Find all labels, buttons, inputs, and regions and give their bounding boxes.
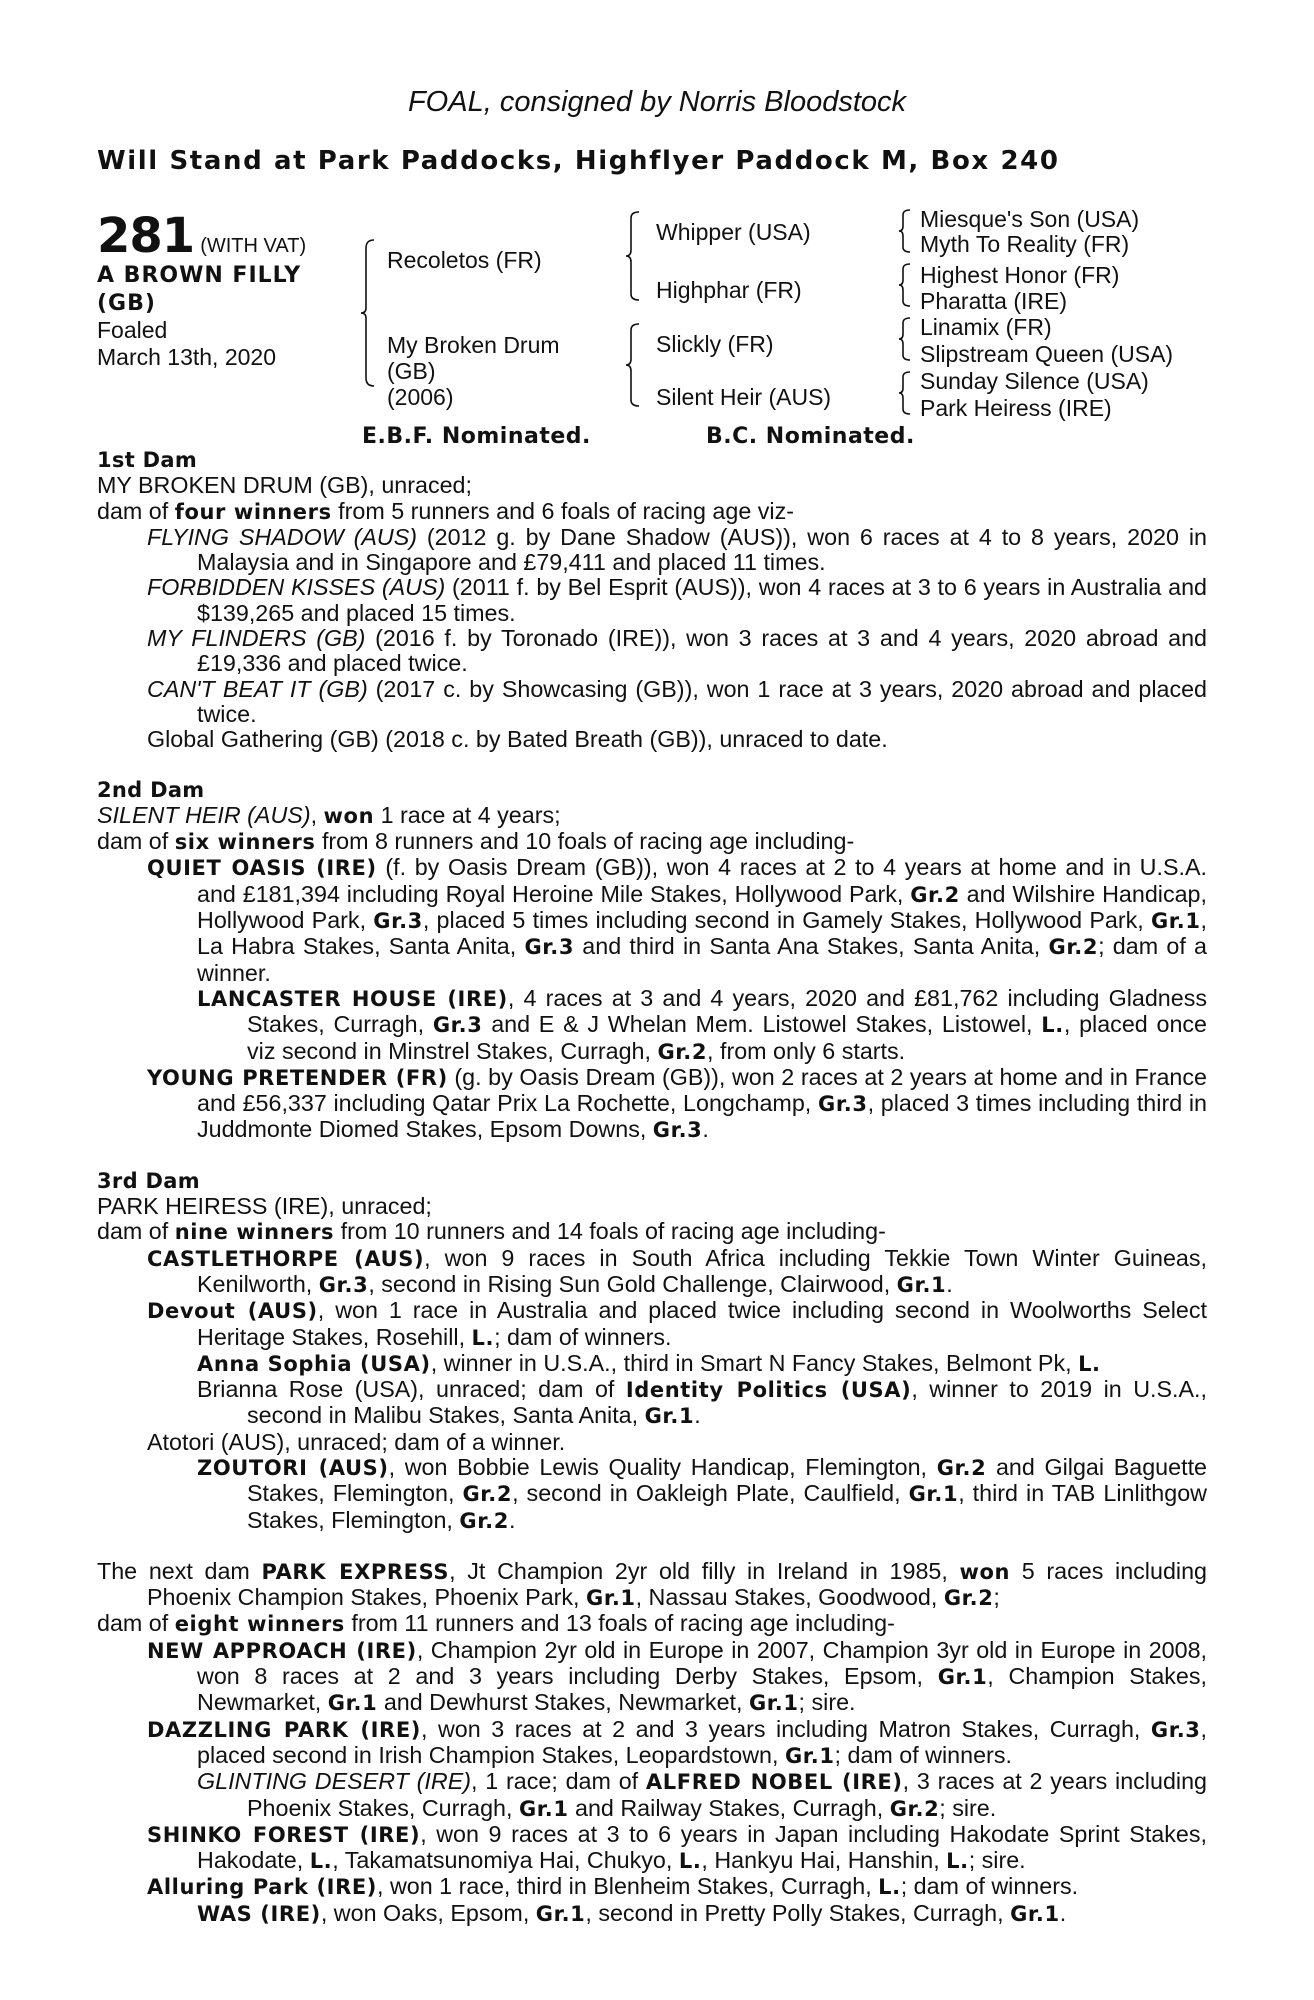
pedigree-brace-dd	[898, 370, 912, 416]
third-dam-heading: 3rd Dam	[97, 1168, 200, 1193]
next-dam-line: The next dam PARK EXPRESS, Jt Champion 2yr old filly in Ireland in 1985, won 5 races including Phoenix Champion Stakes, Phoenix Park, Gr.1, Nassau Stakes, Goodwood, Gr.2;	[97, 1557, 1207, 1611]
bc-nominated: B.C. Nominated.	[706, 424, 915, 449]
sex-line-country: (GB)	[97, 291, 156, 316]
dam-name: My Broken Drum	[387, 332, 560, 358]
produce-entry: Global Gathering (GB) (2018 c. by Bated Breath (GB)), unraced to date.	[147, 726, 888, 753]
pedigree-gen3-4: Pharatta (IRE)	[920, 288, 1067, 314]
pedigree-gen3-1: Miesque's Son (USA)	[920, 206, 1140, 232]
produce-entry: Atotori (AUS), unraced; dam of a winner.	[147, 1428, 566, 1455]
pedigree-brace-ds	[898, 316, 912, 362]
foaled-date: March 13th, 2020	[97, 344, 277, 370]
second-dam-produce-summary: dam of six winners from 8 runners and 10 foals of racing age including-	[97, 828, 855, 855]
first-dam-heading: 1st Dam	[97, 448, 198, 472]
pedigree-brace-dam	[625, 322, 641, 408]
consignor-line: FOAL, consigned by Norris Bloodstock	[407, 86, 907, 118]
pedigree-gen3-8: Park Heiress (IRE)	[920, 395, 1112, 421]
produce-entry: WAS (IRE), won Oaks, Epsom, Gr.1, second in Pretty Polly Stakes, Curragh, Gr.1.	[197, 1899, 1067, 1926]
family-details	[97, 448, 1207, 1927]
pedigree-brace-gen1	[360, 238, 376, 388]
pedigree-sire: Recoletos (FR)	[387, 247, 542, 273]
horse-description	[97, 262, 301, 318]
produce-entry: MY FLINDERS (GB) (2016 f. by Toronado (IRE)), won 3 races at 3 and 4 years, 2020 abroad and £19,336 and placed twice.	[147, 625, 1208, 677]
second-dam-heading: 2nd Dam	[97, 777, 205, 802]
pedigree-sire-sire: Whipper (USA)	[656, 219, 811, 245]
produce-entry: GLINTING DESERT (IRE), 1 race; dam of ALFRED NOBEL (IRE), 3 races at 2 years including Phoenix Stakes, Curragh, Gr.1 and Railway Stakes, Curragh, Gr.2; sire.	[197, 1768, 1207, 1821]
foaled-label: Foaled	[97, 317, 168, 343]
lot-header	[97, 208, 306, 264]
pedigree-dam-sire: Slickly (FR)	[656, 331, 774, 357]
produce-entry: ZOUTORI (AUS), won Bobbie Lewis Quality Handicap, Flemington, Gr.2 and Gilgai Baguette Stakes, Flemington, Gr.2, second in Oakleigh Plate, Caulfield, Gr.1, third in TAB Linlithgow Stakes, Flemington, Gr.2.	[197, 1453, 1207, 1533]
pedigree-brace-sire	[625, 210, 641, 302]
pedigree-dam	[387, 332, 560, 410]
dam-year: (2006)	[387, 384, 454, 410]
dam-country: (GB)	[387, 358, 436, 384]
produce-entry: FLYING SHADOW (AUS) (2012 g. by Dane Shadow (AUS)), won 6 races at 4 to 8 years, 2020 in Malaysia and in Singapore and £79,411 and placed 11 times.	[147, 523, 1207, 576]
lot-number: 281	[97, 208, 195, 264]
produce-entry: LANCASTER HOUSE (IRE), 4 races at 3 and 4 years, 2020 and £81,762 including Gladness Stakes, Curragh, Gr.3 and E & J Whelan Mem. Listowel Stakes, Listowel, L., placed once viz second in Minstrel Stakes, Curragh, Gr.2, from only 6 starts.	[197, 984, 1208, 1064]
produce-entry: SHINKO FOREST (IRE), won 9 races at 3 to 6 years in Japan including Hakodate Sprint Stakes, Hakodate, L., Takamatsunomiya Hai, Chukyo, L., Hankyu Hai, Hanshin, L.; sire.	[147, 1820, 1207, 1874]
produce-entry: YOUNG PRETENDER (FR) (g. by Oasis Dream (GB)), won 2 races at 2 years at home and in France and £56,337 including Qatar Prix La Rochette, Longchamp, Gr.3, placed 3 times including third in Juddmonte Diomed Stakes, Epsom Downs, Gr.3.	[147, 1063, 1207, 1143]
first-dam-produce-summary: dam of four winners from 5 runners and 6 foals of racing age viz-	[97, 497, 794, 524]
produce-entry: Devout (AUS), won 1 race in Australia and placed twice including second in Woolworths Select Heritage Stakes, Rosehill, L.; dam of winners.	[147, 1297, 1208, 1350]
produce-entry: Anna Sophia (USA), winner in U.S.A., third in Smart N Fancy Stakes, Belmont Pk, L.	[197, 1349, 1101, 1376]
pedigree-brace-ss	[898, 208, 912, 254]
produce-entry: FORBIDDEN KISSES (AUS) (2011 f. by Bel Esprit (AUS)), won 4 races at 3 to 6 years in Australia and $139,265 and placed 15 times.	[147, 574, 1207, 626]
pedigree-sire-dam: Highphar (FR)	[656, 277, 802, 303]
stabling-line: Will Stand at Park Paddocks, Highflyer Paddock M, Box 240	[97, 146, 1060, 176]
produce-entry: NEW APPROACH (IRE), Champion 2yr old in Europe in 2007, Champion 3yr old in Europe in 2008, won 8 races at 2 and 3 years including Derby Stakes, Epsom, Gr.1, Champion Stakes, Newmarket, Gr.1 and Dewhurst Stakes, Newmarket, Gr.1; sire.	[147, 1636, 1207, 1716]
first-dam-line: MY BROKEN DRUM (GB), unraced;	[97, 472, 472, 499]
third-dam-produce-summary: dam of nine winners from 10 runners and 14 foals of racing age including-	[97, 1218, 886, 1245]
ebf-nominated: E.B.F. Nominated.	[362, 424, 591, 449]
sex-line: A BROWN FILLY	[97, 263, 302, 288]
produce-entry: Brianna Rose (USA), unraced; dam of Identity Politics (USA), winner to 2019 in U.S.A., second in Malibu Stakes, Santa Anita, Gr.1.	[197, 1376, 1207, 1429]
pedigree-dam-dam: Silent Heir (AUS)	[656, 384, 832, 410]
produce-entry: Alluring Park (IRE), won 1 race, third in Blenheim Stakes, Curragh, L.; dam of winners.	[147, 1873, 1079, 1900]
pedigree-gen3-7: Sunday Silence (USA)	[920, 368, 1149, 394]
pedigree-gen3-6: Slipstream Queen (USA)	[920, 341, 1174, 367]
pedigree-gen3-5: Linamix (FR)	[920, 314, 1052, 340]
next-dam-produce-summary: dam of eight winners from 11 runners and 13 foals of racing age including-	[97, 1610, 895, 1637]
produce-entry: CAN'T BEAT IT (GB) (2017 c. by Showcasing (GB)), won 1 race at 3 years, 2020 abroad and placed twice.	[147, 675, 1208, 727]
pedigree-gen3-3: Highest Honor (FR)	[920, 262, 1120, 288]
third-dam-line: PARK HEIRESS (IRE), unraced;	[97, 1193, 432, 1220]
produce-entry: CASTLETHORPE (AUS), won 9 races in South Africa including Tekkie Town Winter Guineas, Kenilworth, Gr.3, second in Rising Sun Gold Challenge, Clairwood, Gr.1.	[147, 1244, 1208, 1297]
pedigree-gen3-2: Myth To Reality (FR)	[920, 231, 1130, 257]
foaling-info	[97, 317, 276, 371]
pedigree-brace-sd	[898, 262, 912, 308]
second-dam-line: SILENT HEIR (AUS), won 1 race at 4 years;	[97, 801, 561, 828]
vat-note: (WITH VAT)	[200, 235, 307, 257]
produce-entry: DAZZLING PARK (IRE), won 3 races at 2 and 3 years including Matron Stakes, Curragh, Gr.3, placed second in Irish Champion Stakes, Leopardstown, Gr.1; dam of winners.	[147, 1715, 1207, 1768]
produce-entry: QUIET OASIS (IRE) (f. by Oasis Dream (GB)), won 4 races at 2 to 4 years at home and in U.S.A. and £181,394 including Royal Heroine Mile Stakes, Hollywood Park, Gr.2 and Wilshire Handicap, Hollywood Park, Gr.3, placed 5 times including second in Gamely Stakes, Hollywood Park, Gr.1, La Habra Stakes, Santa Anita, Gr.3 and third in Santa Ana Stakes, Santa Anita, Gr.2; dam of a winner.	[147, 854, 1208, 986]
